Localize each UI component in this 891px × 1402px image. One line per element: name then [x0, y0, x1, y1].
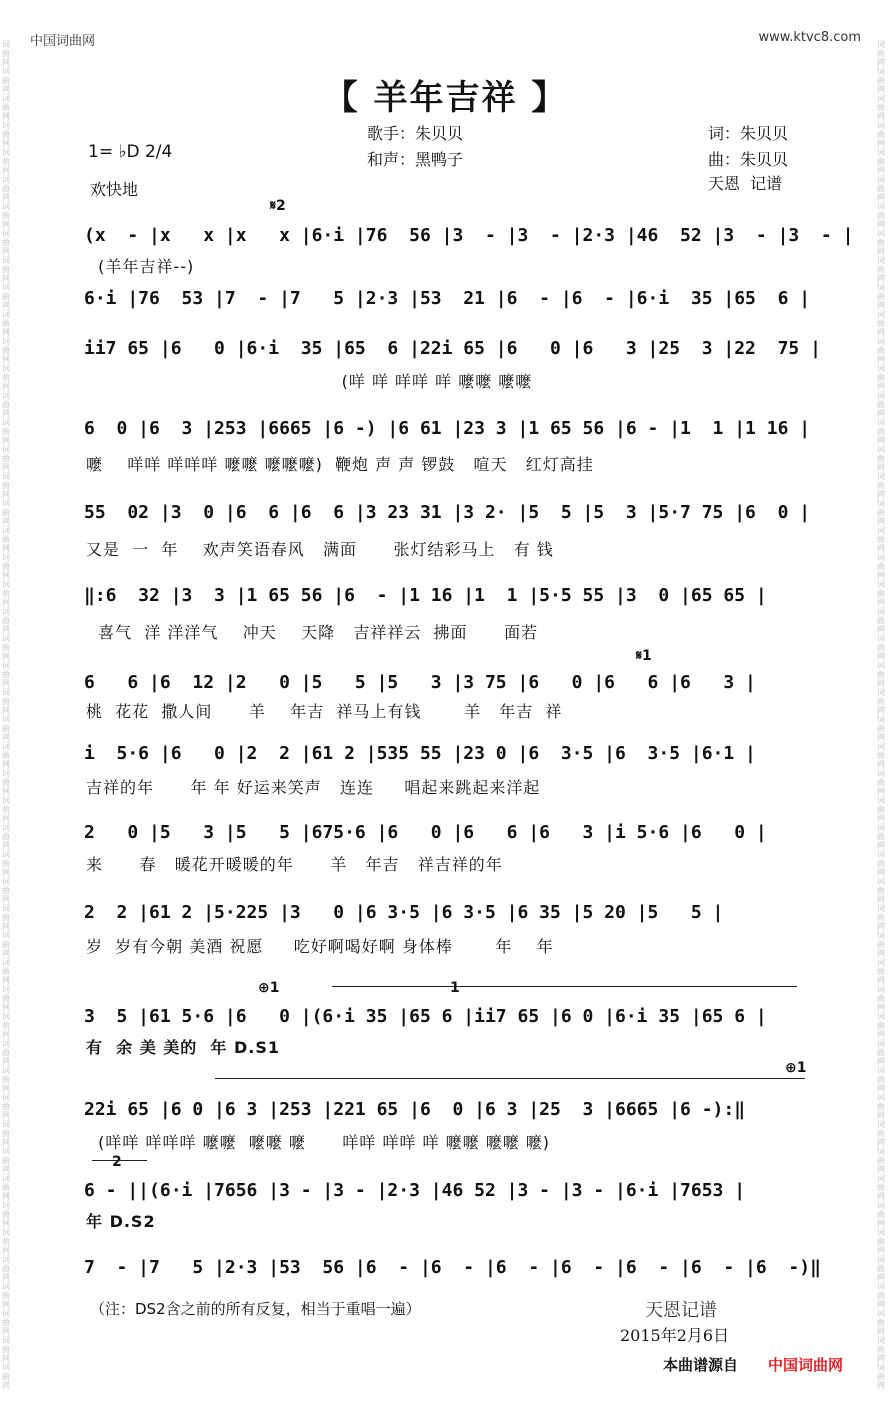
notation-line-7: 6 6 |6 12 |2 0 |5 5 |5 3 |3 75 |6 0 |6 6 |6 3 |	[84, 672, 756, 693]
coda-1-marker: ⊕1	[258, 980, 280, 996]
lyrics-line-10: 岁 岁有今朝 美酒 祝愿 吃好啊喝好啊 身体棒 年 年	[86, 937, 554, 956]
volta-2-bracket	[92, 1160, 147, 1161]
side-watermark-right: 词曲网词曲网词曲网词曲网词曲网词曲网词曲网词曲网词曲网词曲网词曲网词曲网词曲网词曲网词曲网词曲网词曲网词曲网词曲网词曲网词曲网词曲网词曲网词曲网词曲网词曲网词曲网词曲网词曲网词曲网词曲网词曲网词曲网词曲网词曲网词曲网词曲网词曲网词曲网词曲网词曲网词曲网词曲网词曲网词曲网词曲网词曲网词曲网词曲网词曲网	[877, 40, 885, 1390]
notation-line-13: 6 - ||(6·i |7656 |3 - |3 - |2·3 |46 52 |3 - |3 - |6·i |7653 |	[84, 1180, 746, 1201]
song-title: 【 羊年吉祥 】	[323, 78, 568, 118]
segno-2-marker: 𝄋2	[270, 198, 286, 214]
lyrics-line-7: 桃 花花 撒人间 羊 年吉 祥马上有钱 羊 年吉 祥	[86, 702, 563, 721]
segno-1-marker: 𝄋1	[636, 648, 652, 664]
lyrics-line-9: 来 春 暖花开暖暖的年 羊 年吉 祥吉祥的年	[86, 855, 503, 874]
volta-2-marker: 2	[112, 1154, 122, 1170]
notation-line-10: 2 2 |61 2 |5·225 |3 0 |6 3·5 |6 3·5 |6 35 |5 20 |5 5 |	[84, 902, 724, 923]
notation-line-2: 6·i |76 53 |7 - |7 5 |2·3 |53 21 |6 - |6 - |6·i 35 |65 6 |	[84, 288, 811, 309]
repeat-note: （注：DS2含之前的所有反复，相当于重唱一遍）	[90, 1300, 421, 1318]
transcription-date: 2015年2月6日	[620, 1326, 730, 1345]
lyrics-line-5: 又是 一 年 欢声笑语春风 满面 张灯结彩马上 有 钱	[86, 540, 554, 559]
site-url-right: www.ktvc8.com	[758, 30, 861, 45]
source-site-link[interactable]: 中国词曲网	[768, 1356, 844, 1374]
lyrics-line-3: (咩 咩 咩咩 咩 嚒嚒 嚒嚒	[86, 372, 533, 391]
lyrics-line-13: 年 D.S2	[86, 1212, 156, 1231]
volta-1-bracket	[332, 986, 797, 987]
lyrics-line-6: 喜气 洋 洋洋气 冲天 天降 吉祥祥云 拂面 面若	[86, 623, 539, 642]
transcriber-signature: 天恩记谱	[645, 1300, 717, 1321]
site-name-left: 中国词曲网	[30, 34, 96, 49]
lyricist-credit: 词：朱贝贝	[708, 124, 789, 143]
harmony-credit: 和声：黑鸭子	[367, 150, 464, 169]
lyrics-line-12: (咩咩 咩咩咩 嚒嚒 嚒嚒 嚒 咩咩 咩咩 咩 嚒嚒 嚒嚒 嚒)	[86, 1133, 551, 1152]
lyrics-line-4: 嚒 咩咩 咩咩咩 嚒嚒 嚒嚒嚒) 鞭炮 声 声 锣鼓 喧天 红灯高挂	[86, 455, 594, 474]
lyrics-line-8: 吉祥的年 年 年 好运来笑声 连连 唱起来跳起来洋起	[86, 778, 541, 797]
tempo-marking: 欢快地	[90, 180, 139, 199]
lyrics-line-1: (羊年吉祥--)	[86, 257, 195, 276]
notation-line-4: 6 0 |6 3 |253 |6665 |6 -) |6 61 |23 3 |1 65 56 |6 - |1 1 |1 16 |	[84, 418, 811, 439]
lyrics-line-11: 有 余 美 美的 年 D.S1	[86, 1038, 281, 1057]
singer-credit: 歌手：朱贝贝	[367, 124, 464, 143]
notation-line-14: 7 - |7 5 |2·3 |53 56 |6 - |6 - |6 - |6 - |6 - |6 - |6 -)‖	[84, 1257, 821, 1278]
notation-line-6: ‖:6 32 |3 3 |1 65 56 |6 - |1 16 |1 1 |5·5 55 |3 0 |65 65 |	[84, 585, 767, 606]
notation-line-11: 3 5 |61 5·6 |6 0 |(6·i 35 |65 6 |ii7 65 |6 0 |6·i 35 |65 6 |	[84, 1006, 767, 1027]
volta-1-marker: 1	[450, 980, 460, 996]
notation-line-9: 2 0 |5 3 |5 5 |675·6 |6 0 |6 6 |6 3 |i 5·6 |6 0 |	[84, 822, 767, 843]
coda-1-end-marker: ⊕1	[785, 1060, 807, 1076]
notation-line-12: 22i 65 |6 0 |6 3 |253 |221 65 |6 0 |6 3 |25 3 |6665 |6 -):‖	[84, 1099, 746, 1120]
notation-line-8: i 5·6 |6 0 |2 2 |61 2 |535 55 |23 0 |6 3·5 |6 3·5 |6·1 |	[84, 743, 756, 764]
source-label: 本曲谱源自	[663, 1356, 739, 1374]
coda-1-line	[215, 1078, 805, 1079]
notation-line-3: ii7 65 |6 0 |6·i 35 |65 6 |22i 65 |6 0 |6 3 |25 3 |22 75 |	[84, 338, 821, 359]
side-watermark-left: 词曲网词曲网词曲网词曲网词曲网词曲网词曲网词曲网词曲网词曲网词曲网词曲网词曲网词曲网词曲网词曲网词曲网词曲网词曲网词曲网词曲网词曲网词曲网词曲网词曲网词曲网词曲网词曲网词曲网词曲网词曲网词曲网词曲网词曲网词曲网词曲网词曲网词曲网词曲网词曲网词曲网词曲网词曲网词曲网词曲网词曲网词曲网词曲网词曲网词曲网	[2, 40, 10, 1390]
transcriber-credit: 天恩 记谱	[708, 174, 783, 193]
notation-line-5: 55 02 |3 0 |6 6 |6 6 |3 23 31 |3 2· |5 5 |5 3 |5·7 75 |6 0 |	[84, 502, 811, 523]
composer-credit: 曲：朱贝贝	[708, 150, 789, 169]
notation-line-1: (x - |x x |x x |6·i |76 56 |3 - |3 - |2·3 |46 52 |3 - |3 - |	[84, 225, 854, 246]
key-signature: 1= ♭D 2/4	[88, 142, 173, 162]
